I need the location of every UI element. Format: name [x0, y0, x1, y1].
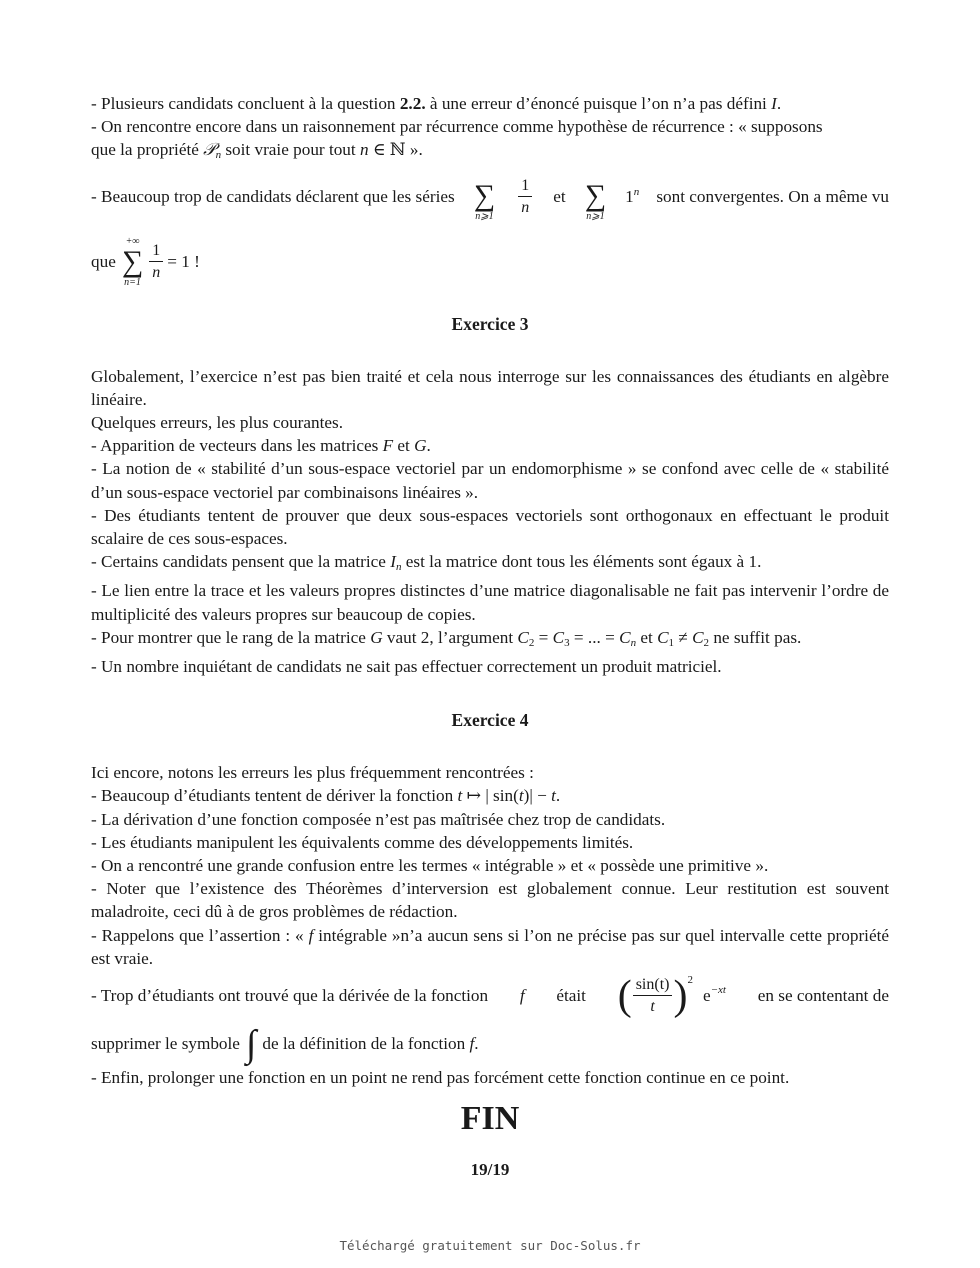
ex4-item: - Les étudiants manipulent les équivalents comme des développements limités. [91, 832, 634, 852]
ex3-item: - Des étudiants tentent de prouver que deux sous-espaces vectoriels sont orthogonaux en effectuant le produit scalaire de ces sous-espaces. [91, 505, 889, 549]
page-body [91, 92, 889, 1089]
sum-symbol: ∑ n⩾1 [473, 179, 496, 223]
footer-download-note: Téléchargé gratuitement sur Doc-Solus.fr [339, 1238, 641, 1253]
ex2-line-2: - On rencontre encore dans un raisonnement par récurrence comme hypothèse de récurrence : « supposons [91, 117, 823, 137]
ex3-item: - Le lien entre la trace et les valeurs propres distinctes d’une matrice diagonalisable ne fait pas intervenir l’ordre de multiplicité des valeurs propres sur beaucoup de copies. [91, 581, 889, 624]
page-number: 19/19 [470, 1160, 510, 1179]
sum-symbol: ∑ n⩾1 [584, 179, 607, 223]
ex4-item: - Beaucoup d’étudiants tentent de dériver la fonction t ↦ | sin(t)| − t. [91, 786, 561, 806]
ex3-item: - La notion de « stabilité d’un sous-espace vectoriel par un endomorphisme » se confond avec celle de « stabilité d’un sous-espace vectoriel par combinaisons linéaires ». [91, 459, 889, 502]
ex2-line-3: que la propriété 𝒫$_n$ soit vraie pour tout n ∈ ℕ ». [91, 140, 423, 162]
ex4-paragraph: Ici encore, notons les erreurs les plus fréquemment rencontrées : [91, 763, 534, 783]
ex3-item: - Un nombre inquiétant de candidats ne sait pas effectuer correctement un produit matriciel. [91, 657, 722, 677]
ex3-paragraph: Quelques erreurs, les plus courantes. [91, 413, 344, 433]
exercise-4-title: Exercice 4 [451, 710, 529, 731]
ex2-series-line: - Beaucoup trop de candidats déclarent que les séries ∑ n⩾1 $\frac{1}{n}$ et ∑ n⩾1 1$^n$ sont convergentes. On a même vu [91, 176, 889, 223]
ex4-integral-line: supprimer le symbole ∫ de la définition de la fonction f . [91, 1023, 479, 1066]
ex3-item: - Pour montrer que le rang de la matrice G vaut 2, l’argument $C_2 = C_3$ = ... = $C_n$ et $C_1 \ne C_2$ ne suffit pas. [91, 627, 802, 649]
sum-symbol: +∞ ∑ n=1 [121, 235, 144, 288]
ex4-derivative-line: - Trop d’étudiants ont trouvé que la dérivée de la fonction f était ( $\frac{\sin(t)}{t}$ ) 2 e −xt en se contentant de [91, 973, 889, 1020]
ex2-sum-line: que +∞ ∑ n=1 $\frac{1}{n}$ = 1 ! [91, 235, 200, 288]
ex3-paragraph: Globalement, l’exercice n’est pas bien traité et cela nous interroge sur les connaissances des étudiants en algèbre linéaire. [91, 366, 889, 409]
ex4-item: - Rappelons que l’assertion : « f intégrable »n’a aucun sens si l’on ne précise pas sur quel intervalle cette propriété est vraie. [91, 925, 889, 968]
fraction: $\frac{1}{n}$ [149, 243, 163, 281]
exercise-3-title: Exercice 3 [451, 313, 529, 334]
ex4-item: - On a rencontré une grande confusion entre les termes « intégrable » et « possède une primitive ». [91, 856, 769, 876]
ex3-item: - Apparition de vecteurs dans les matrices F et G. [91, 436, 431, 456]
ex4-item: - Enfin, prolonger une fonction en un point ne rend pas forcément cette fonction continue en ce point. [91, 1068, 790, 1088]
end-title: FIN [460, 1100, 520, 1137]
ex4-item: - Noter que l’existence des Théorèmes d’interversion est globalement connue. Leur restitution est souvent maladroite, ceci dû à de gros problèmes de rédaction. [91, 879, 889, 922]
integral-symbol: ∫ [245, 1023, 257, 1066]
ex2-line-1: - Plusieurs candidats concluent à la question 2.2. à une erreur d’énoncé puisque l’on n’a pas défini I. [91, 94, 782, 113]
ex3-item: - Certains candidats pensent que la matrice $I_n$ est la matrice dont tous les éléments sont égaux à 1. [91, 552, 762, 574]
fraction-expression: ( $\frac{\sin(t)}{t}$ ) 2 e −xt [617, 973, 726, 1020]
ex4-item: - La dérivation d’une fonction composée n’est pas maîtrisée chez trop de candidats. [91, 809, 666, 829]
fraction: $\frac{1}{n}$ [518, 178, 532, 216]
